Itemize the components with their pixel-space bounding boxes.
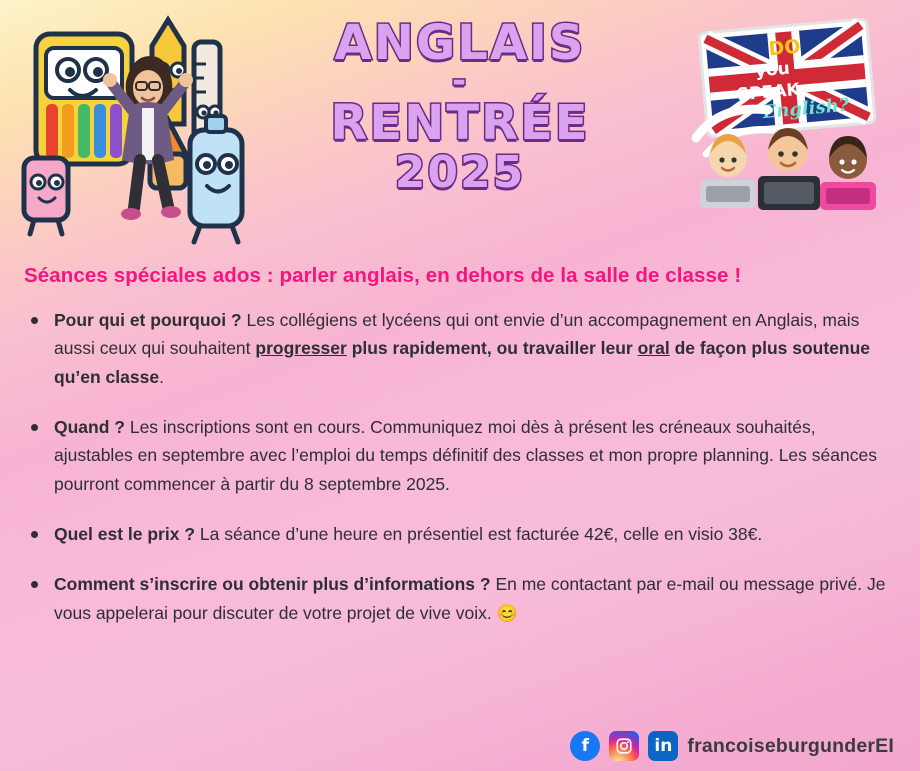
list-item [26, 306, 894, 391]
bullet-question: Quel est le prix ? [54, 524, 196, 545]
flag-text-english: English? [761, 94, 851, 124]
bullet-text-part: de façon plus soutenue qu’en classe [54, 338, 871, 387]
list-item [26, 413, 894, 498]
title-dash: - [451, 61, 469, 102]
poster-title [250, 15, 670, 199]
smiling-face-emoji: 😊 [496, 603, 518, 623]
bullet-text-part: plus rapidement, ou travailler leur [346, 338, 638, 359]
instagram-icon[interactable] [609, 731, 639, 761]
facebook-icon[interactable]: f [570, 731, 600, 761]
bullet-text-part: La séance d’une heure en présentiel est facturée 42€, celle en visio 38€. [195, 524, 763, 545]
bullet-text-part: . [159, 366, 164, 387]
instagram-glyph [615, 737, 633, 755]
poster-header [0, 0, 920, 258]
flag-text-speak: SPEAK [736, 79, 801, 106]
social-handle[interactable]: francoiseburgunderEI [687, 734, 894, 757]
title-line-1: ANGLAIS [334, 15, 586, 71]
bullet-text-part: Les inscriptions sont en cours. Communiquez moi dès à présent les créneaux souhaités, ajustables en septembre avec l’emploi du temps définitif des classes et mon propre planning. Les séances pourront commencer à partir du 8 septembre 2025. [54, 417, 877, 494]
title-line-2: RENTRÉE [330, 95, 590, 152]
bullet-question: Quand ? [54, 417, 125, 438]
flag-text-you: you [754, 58, 791, 82]
do-you-speak-english-uk-flag-illustration [676, 18, 896, 228]
linkedin-icon[interactable]: in [648, 731, 678, 761]
bullet-question: Comment s’inscrire ou obtenir plus d’informations ? [54, 574, 491, 595]
flag-text-do: DO [767, 35, 802, 61]
social-footer [570, 731, 894, 761]
bullet-question: Pour qui et pourquoi ? [54, 310, 242, 330]
bullet-list [26, 306, 894, 627]
bullet-text-part: oral [637, 338, 670, 359]
bullet-text-part: Les collégiens et lycéens qui ont envie d’un accompagnement en Anglais, mais aussi ceux qui souhaitent [54, 310, 860, 359]
bullet-text-part: progresser [255, 338, 347, 359]
list-item [26, 520, 894, 548]
poster-body [0, 288, 920, 627]
list-item [26, 570, 894, 627]
bullet-text-part: En me contactant par e-mail ou message privé. Je vous appelerai pour discuter de votre projet de vive voix. [54, 574, 886, 623]
title-line-3: 2025 [394, 147, 526, 199]
poster-subtitle: Séances spéciales ados : parler anglais, en dehors de la salle de classe ! [24, 264, 742, 287]
